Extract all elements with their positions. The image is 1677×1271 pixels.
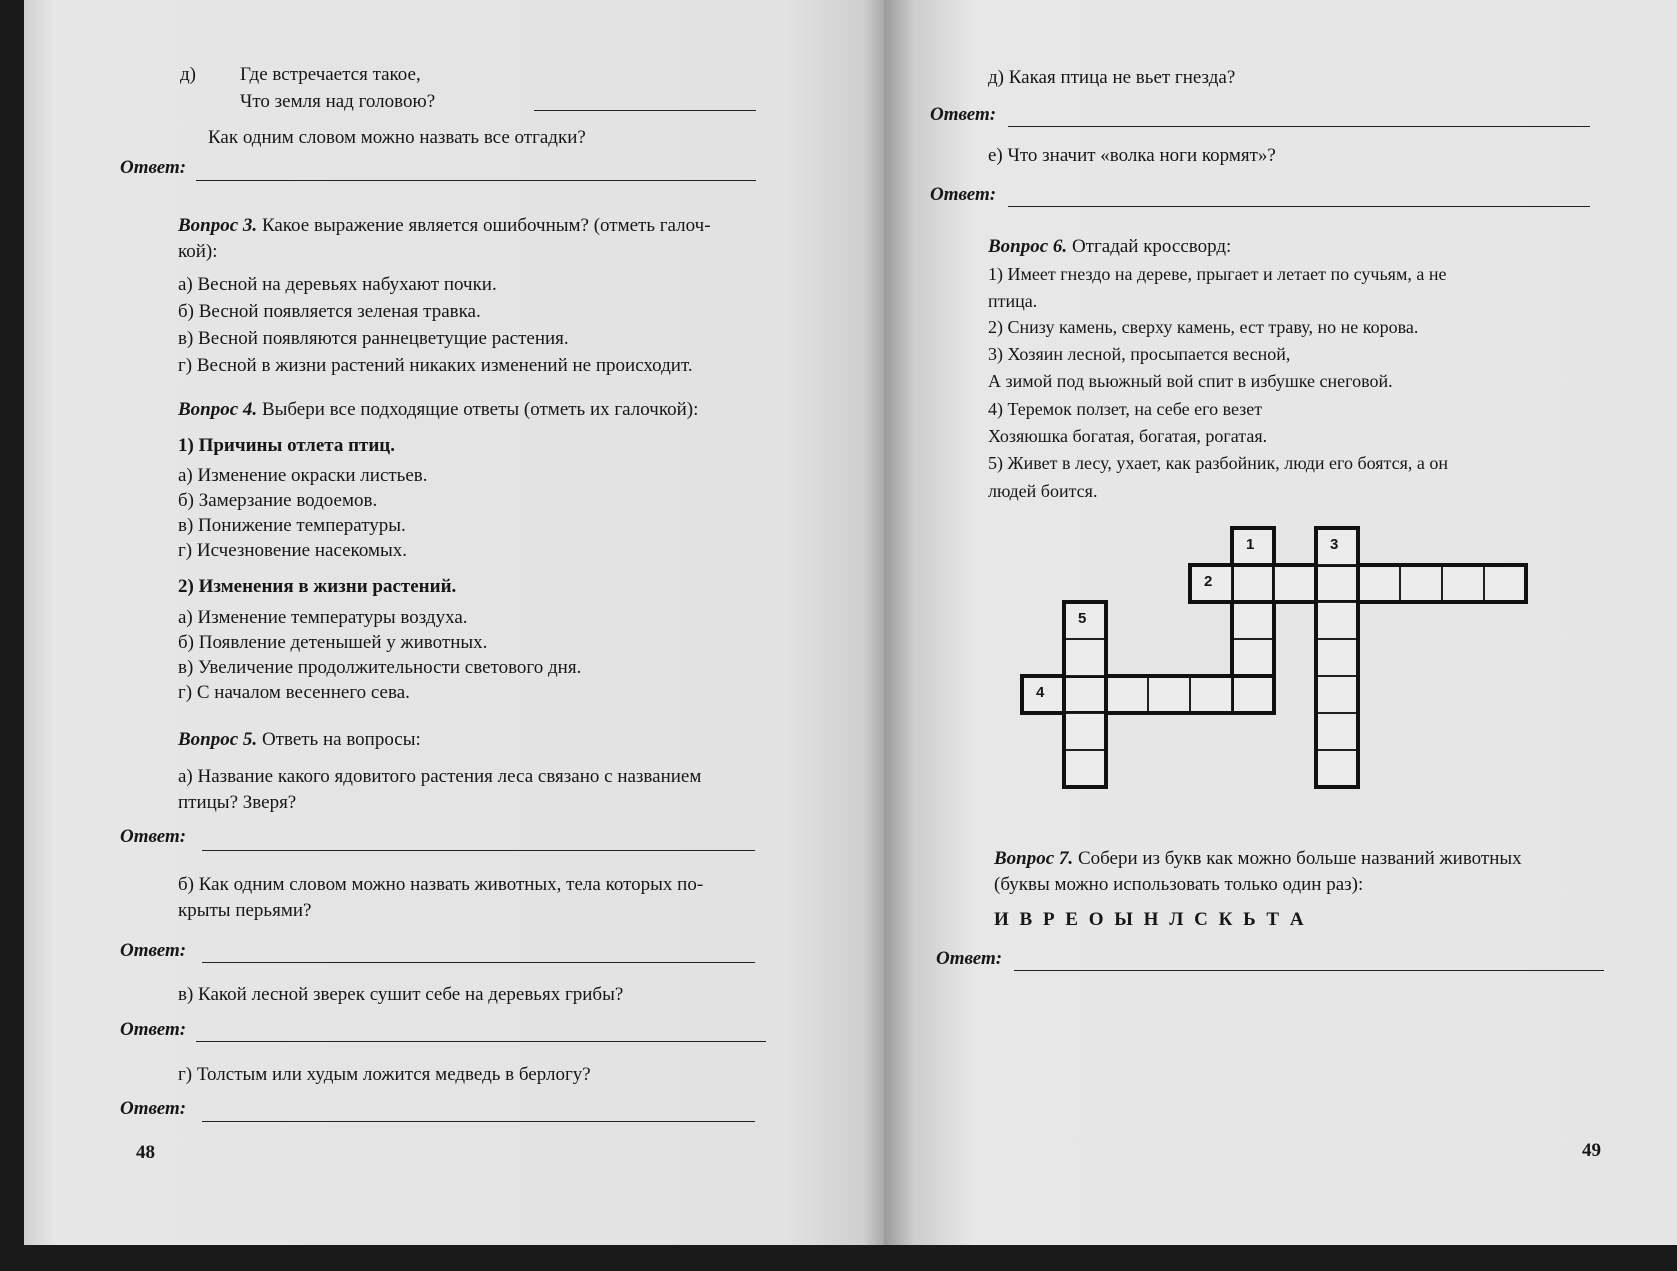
- q3-option-a[interactable]: а) Весной на деревьях набухают почки.: [178, 274, 497, 295]
- answer-line-q5d[interactable]: [202, 1121, 755, 1122]
- answer-line-q5e[interactable]: [1008, 206, 1590, 207]
- crossword-number: 4: [1036, 684, 1045, 701]
- q3-option-c[interactable]: в) Весной появляются раннецветущие растения.: [178, 328, 569, 349]
- riddle-line-2: Что земля над головою?: [240, 91, 436, 112]
- crossword-number: 5: [1078, 610, 1087, 627]
- q5-e: е) Что значит «волка ноги кормят»?: [988, 145, 1276, 166]
- q3-line-1: [178, 214, 711, 238]
- q6-clue-line: 2) Снизу камень, сверху камень, ест траву, но не корова.: [988, 317, 1419, 337]
- q6-line: [988, 235, 1231, 259]
- q6-clue-line: 1) Имеет гнездо на дереве, прыгает и летает по сучьям, а не: [988, 264, 1447, 284]
- answer-line-summary[interactable]: [196, 180, 756, 181]
- answer-line-q5d-right[interactable]: [1008, 126, 1590, 127]
- q5-a-line-2: птицы? Зверя?: [178, 792, 297, 813]
- q3-option-b[interactable]: б) Весной появляется зеленая травка.: [178, 301, 481, 322]
- q4-part2-option-b[interactable]: б) Появление детенышей у животных.: [178, 632, 488, 653]
- q5-b-line-1: б) Как одним словом можно назвать животных, тела которых по-: [178, 874, 704, 895]
- answer-line-q7[interactable]: [1014, 970, 1604, 971]
- answer-line-q5c[interactable]: [196, 1041, 766, 1042]
- q5-d-text: г) Толстым или худым ложится медведь в берлогу?: [178, 1064, 591, 1085]
- answer-label: Ответ:: [930, 184, 997, 205]
- q6-clue-line: 5) Живет в лесу, ухает, как разбойник, люди его боятся, а он: [988, 453, 1449, 473]
- answer-label: Ответ:: [120, 826, 187, 847]
- answer-line-q5b[interactable]: [202, 962, 755, 963]
- q4-text: Выбери все подходящие ответы (отметь их галочкой):: [257, 399, 699, 420]
- q7-text-1: Собери из букв как можно больше названий животных: [1073, 848, 1522, 869]
- q4-part2-option-c[interactable]: в) Увеличение продолжительности светового дня.: [178, 657, 582, 678]
- answer-line-q5a[interactable]: [202, 850, 755, 851]
- riddle-answer-line[interactable]: [534, 110, 756, 111]
- q7-text-2: (буквы можно использовать только один раз):: [994, 874, 1364, 895]
- q4-line: [178, 398, 698, 422]
- answer-label: Ответ:: [930, 104, 997, 125]
- riddle-letter: д): [180, 64, 196, 85]
- q7-line-1: [994, 847, 1522, 871]
- answer-label: Ответ:: [120, 940, 187, 961]
- q4-heading: Вопрос 4.: [178, 399, 258, 420]
- q7-heading: Вопрос 7.: [994, 848, 1074, 869]
- riddle-line-1: Где встречается такое,: [240, 64, 421, 85]
- q4-part1-option-c[interactable]: в) Понижение температуры.: [178, 515, 406, 536]
- q5-d-right: д) Какая птица не вьет гнезда?: [988, 67, 1236, 88]
- q4-part2-option-d[interactable]: г) С началом весеннего сева.: [178, 682, 410, 703]
- q4-part2-title: 2) Изменения в жизни растений.: [178, 576, 457, 597]
- answer-label: Ответ:: [120, 1019, 187, 1040]
- q6-clue-line: 3) Хозяин лесной, просыпается весной,: [988, 344, 1291, 364]
- answer-label: Ответ:: [120, 157, 187, 178]
- page-number-left: 48: [136, 1142, 155, 1163]
- q3-option-d[interactable]: г) Весной в жизни растений никаких изменений не происходит.: [178, 355, 693, 376]
- summary-question: Как одним словом можно назвать все отгадки?: [208, 127, 586, 148]
- q4-part1-title: 1) Причины отлета птиц.: [178, 435, 396, 456]
- q6-text: Отгадай кроссворд:: [1067, 236, 1232, 257]
- q5-c-text: в) Какой лесной зверек сушит себе на деревьях грибы?: [178, 984, 624, 1005]
- answer-label: Ответ:: [936, 948, 1003, 969]
- q5-b-line-2: крыты перьями?: [178, 900, 312, 921]
- q6-clue-line: 4) Теремок ползет, на себе его везет: [988, 399, 1263, 419]
- q6-clue-line: людей боится.: [988, 481, 1098, 501]
- q4-part1-option-a[interactable]: а) Изменение окраски листьев.: [178, 465, 428, 486]
- answer-label: Ответ:: [120, 1098, 187, 1119]
- q3-heading: Вопрос 3.: [178, 215, 258, 236]
- q5-heading: Вопрос 5.: [178, 729, 258, 750]
- q6-clue-line: Хозяюшка богатая, богатая, рогатая.: [988, 426, 1268, 446]
- q4-part1-option-d[interactable]: г) Исчезновение насекомых.: [178, 540, 407, 561]
- left-page: [24, 0, 884, 1245]
- page-number-right: 49: [1582, 1140, 1601, 1161]
- crossword-word-outline: [1020, 674, 1276, 715]
- q5-text: Ответь на вопросы:: [257, 729, 421, 750]
- crossword-number: 3: [1330, 536, 1339, 553]
- q7-letters: И В Р Е О Ы Н Л С К Ь Т А: [994, 909, 1307, 930]
- crossword-number: 1: [1246, 536, 1255, 553]
- q3-text-2: кой):: [178, 241, 218, 262]
- q6-heading: Вопрос 6.: [988, 236, 1068, 257]
- right-page: [884, 0, 1677, 1245]
- q4-part1-option-b[interactable]: б) Замерзание водоемов.: [178, 490, 378, 511]
- q6-clue-line: А зимой под вьюжный вой спит в избушке снеговой.: [988, 371, 1393, 391]
- crossword-word-outline: [1314, 526, 1360, 789]
- q6-clue-line: птица.: [988, 291, 1038, 311]
- q5-a-line-1: а) Название какого ядовитого растения леса связано с названием: [178, 766, 702, 787]
- q3-text-1: Какое выражение является ошибочным? (отметь галоч-: [257, 215, 711, 236]
- q5-line: [178, 728, 421, 752]
- crossword-word-outline: [1062, 600, 1108, 789]
- q4-part2-option-a[interactable]: а) Изменение температуры воздуха.: [178, 607, 468, 628]
- crossword-number: 2: [1204, 573, 1213, 590]
